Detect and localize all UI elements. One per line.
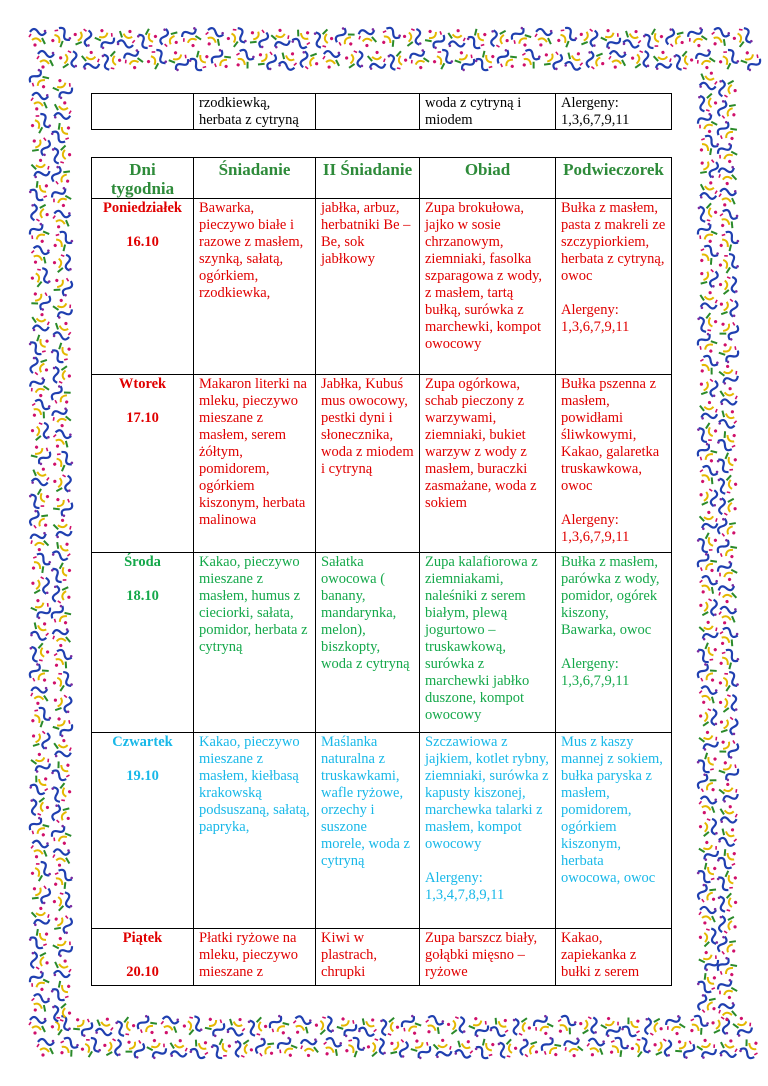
breakfast-cell <box>194 553 316 733</box>
lunch-cell <box>420 553 556 733</box>
lunch-cell <box>420 199 556 375</box>
snack-text: Mus z kaszy mannej z sokiem, bułka paryska z masłem, pomidorem, ogórkiem kiszonym, herbata owocowa, owoc <box>561 734 663 886</box>
table-row <box>92 199 672 375</box>
day-date: 16.10 <box>126 234 159 250</box>
lunch-text: Zupa ogórkowa, schab pieczony z warzywami, ziemniaki, bukiet warzyw z wody z masłem, buraczki zasmażane, woda z sokiem <box>425 376 537 511</box>
lunch-text: Zupa barszcz biały, gołąbki mięsno – ryżowe <box>425 930 538 980</box>
snack-text: Bułka pszenna z masłem, powidłami śliwkowymi, Kakao, galaretka truskawkowa, owoc <box>561 376 660 494</box>
second-breakfast-cell <box>316 553 420 733</box>
second-breakfast-cell <box>316 199 420 375</box>
second-breakfast-text: jabłka, arbuz, herbatniki Be – Be, sok jabłkowy <box>321 200 411 267</box>
weekly-menu-table <box>91 157 672 986</box>
header-breakfast: Śniadanie <box>194 158 316 199</box>
lunch-cell <box>420 929 556 986</box>
breakfast-text: Kakao, pieczywo mieszane z masłem, kiełbasą krakowską podsuszaną, sałatą, papryka, <box>199 734 310 835</box>
lunch-cell <box>420 733 556 929</box>
previous-page-row-table <box>91 93 672 130</box>
day-name: Piątek <box>122 930 163 946</box>
lunch-allergens: Alergeny: 1,3,4,7,8,9,11 <box>425 870 505 903</box>
table-row <box>92 553 672 733</box>
second-breakfast-cell <box>316 929 420 986</box>
snack-text: Bułka z masłem, pasta z makreli ze szczypiorkiem, herbata z cytryną, owoc <box>561 200 666 284</box>
breakfast-cell <box>194 375 316 553</box>
lunch-text: Szczawiowa z jajkiem, kotlet rybny, ziemniaki, surówka z kapusty kiszonej, marchewka talarki z masłem, kompot owocowy <box>425 734 549 852</box>
breakfast-text: Płatki ryżowe na mleku, pieczywo mieszane z <box>199 930 299 980</box>
day-name: Poniedziałek <box>103 200 182 216</box>
day-name: Środa <box>124 554 161 570</box>
day-cell <box>92 375 194 553</box>
snack-cell <box>556 199 672 375</box>
table-row <box>92 94 672 130</box>
snack-text: Kakao, zapiekanka z bułki z serem <box>561 930 640 980</box>
top-cell-second-breakfast <box>316 94 420 130</box>
header-lunch: Obiad <box>420 158 556 199</box>
top-cell-snack: Alergeny: 1,3,6,7,9,11 <box>556 94 672 130</box>
header-second-breakfast: II Śniadanie <box>316 158 420 199</box>
lunch-text: Zupa kalafiorowa z ziemniakami, naleśniki z serem białym, plewą jogurtowo – truskawkową, surówka z marchewki jabłko duszone, kompot owocowy <box>425 554 538 723</box>
second-breakfast-text: Kiwi w plastrach, chrupki <box>321 930 377 980</box>
day-date: 18.10 <box>126 588 159 604</box>
table-row <box>92 929 672 986</box>
second-breakfast-cell <box>316 375 420 553</box>
second-breakfast-text: Maślanka naturalna z truskawkami, wafle ryżowe, orzechy i suszone morele, woda z cytryną <box>321 734 410 869</box>
breakfast-text: Bawarka, pieczywo białe i razowe z masłem, szynką, sałatą, ogórkiem, rzodkiewka, <box>199 200 304 301</box>
breakfast-text: Makaron literki na mleku, pieczywo mieszane z masłem, serem żółtym, pomidorem, ogórkiem kiszonym, herbata malinowa <box>199 376 307 528</box>
table-row <box>92 733 672 929</box>
snack-allergens: Alergeny: 1,3,6,7,9,11 <box>561 656 630 689</box>
snack-text: Bułka z masłem, parówka z wody, pomidor, ogórek kiszony, Bawarka, owoc <box>561 554 660 638</box>
header-row <box>92 158 672 199</box>
day-name: Czwartek <box>112 734 173 750</box>
snack-cell <box>556 375 672 553</box>
day-cell <box>92 733 194 929</box>
snack-allergens: Alergeny: 1,3,6,7,9,11 <box>561 512 630 545</box>
second-breakfast-text: Sałatka owocowa ( banany, mandarynka, melon), biszkopty, woda z cytryną <box>321 554 410 672</box>
snack-cell <box>556 733 672 929</box>
snack-cell <box>556 553 672 733</box>
header-snack: Podwieczorek <box>556 158 672 199</box>
breakfast-cell <box>194 199 316 375</box>
lunch-text: Zupa brokułowa, jajko w sosie chrzanowym, ziemniaki, fasolka szparagowa z wody, z masłem, tartą bułką, surówka z marchewki, kompot owocowy <box>425 200 543 352</box>
breakfast-text: Kakao, pieczywo mieszane z masłem, humus z cieciorki, sałata, pomidor, herbata z cytryną <box>199 554 308 655</box>
top-cell-lunch: woda z cytryną i miodem <box>420 94 556 130</box>
second-breakfast-cell <box>316 733 420 929</box>
snack-allergens: Alergeny: 1,3,6,7,9,11 <box>561 302 630 335</box>
top-cell-breakfast: rzodkiewką, herbata z cytryną <box>194 94 316 130</box>
day-date: 17.10 <box>126 410 159 426</box>
day-cell <box>92 929 194 986</box>
day-cell <box>92 199 194 375</box>
top-cell-day <box>92 94 194 130</box>
breakfast-cell <box>194 929 316 986</box>
day-name: Wtorek <box>118 376 167 392</box>
day-date: 20.10 <box>126 964 159 980</box>
day-cell <box>92 553 194 733</box>
breakfast-cell <box>194 733 316 929</box>
header-day: Dni tygodnia <box>92 158 194 199</box>
lunch-cell <box>420 375 556 553</box>
snack-cell <box>556 929 672 986</box>
second-breakfast-text: Jabłka, Kubuś mus owocowy, pestki dyni i słonecznika, woda z miodem i cytryną <box>321 376 414 477</box>
table-row <box>92 375 672 553</box>
day-date: 19.10 <box>126 768 159 784</box>
